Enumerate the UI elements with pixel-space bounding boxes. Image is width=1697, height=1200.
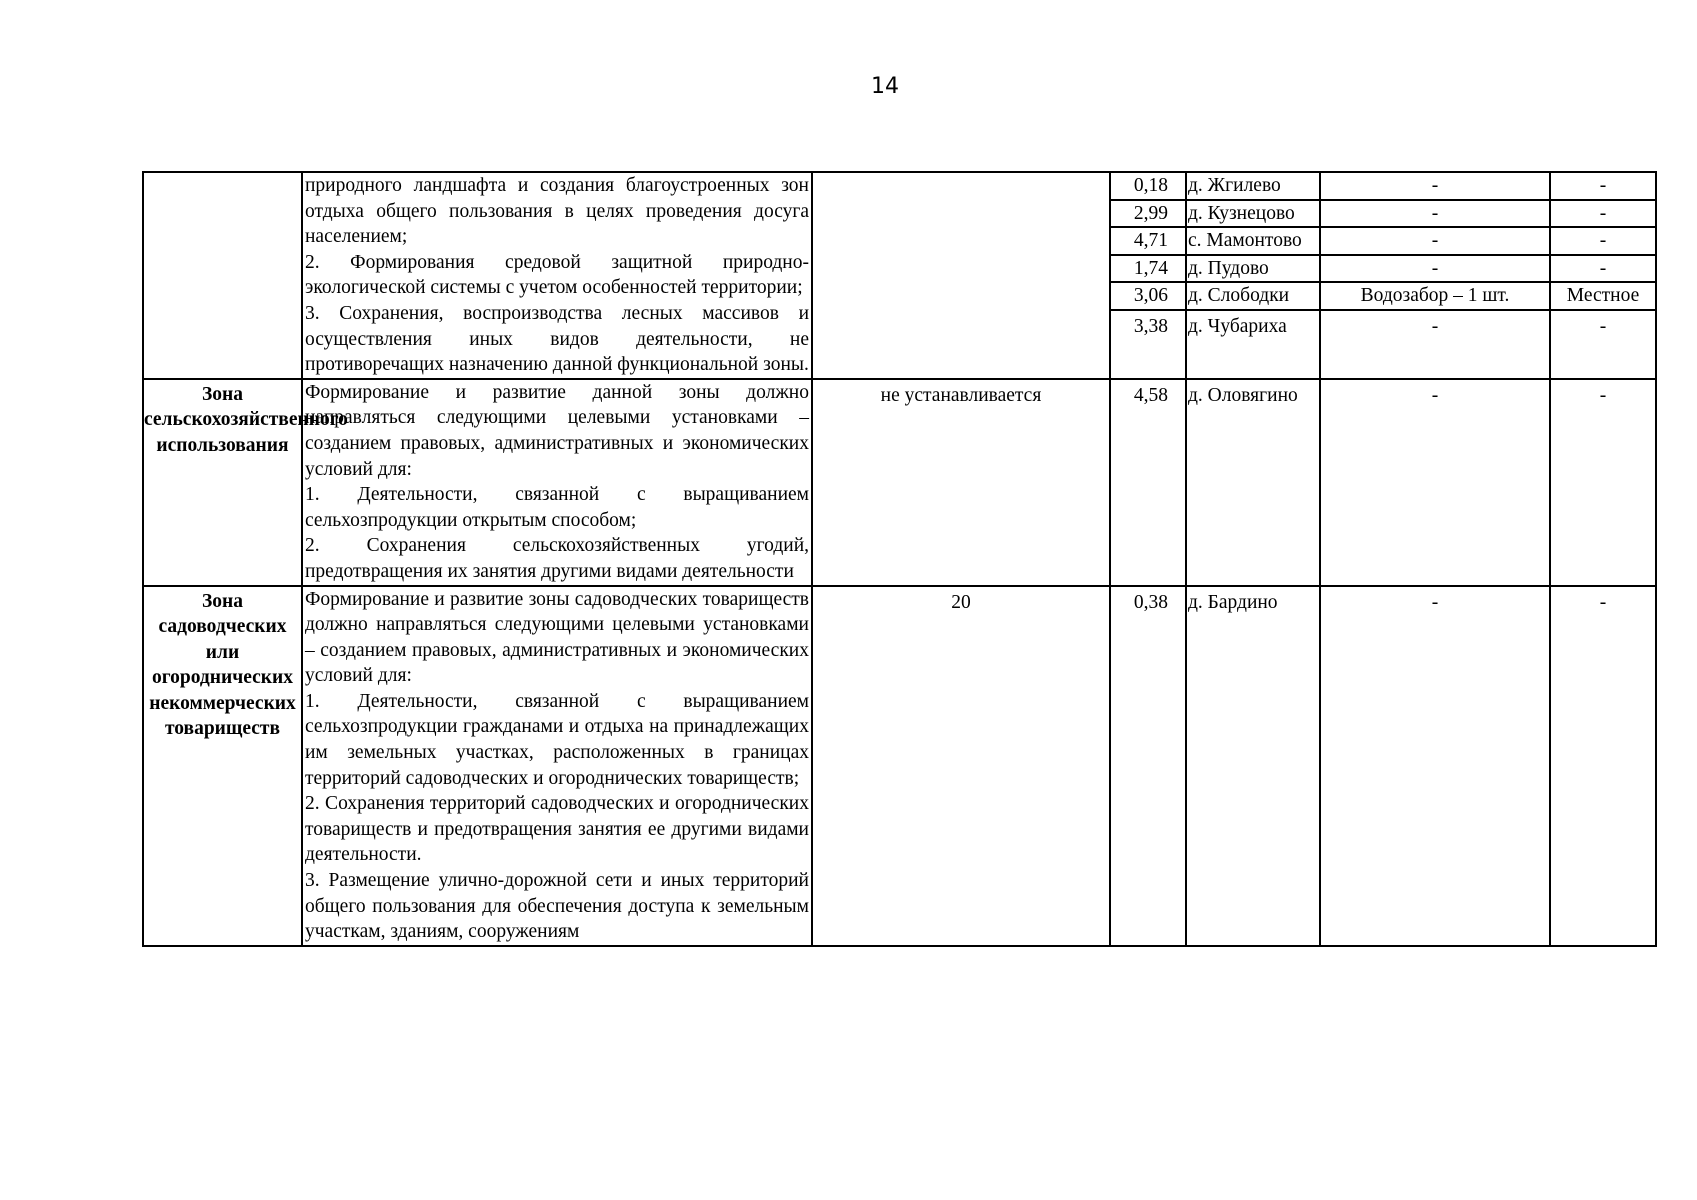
settlement-cell: д. Слободки [1186,282,1320,310]
parameter-cell [812,172,1110,379]
page-number: 14 [871,74,899,99]
object-cell: - [1320,255,1550,283]
table-row [143,586,1656,946]
area-cell: 0,18 [1110,172,1186,200]
parameter-cell: 20 [812,586,1110,946]
zone-name-cell: Зона сельскохозяйственного использования [143,379,302,586]
object-cell: - [1320,172,1550,200]
area-cell: 3,06 [1110,282,1186,310]
description-paragraph: 3. Сохранения, воспроизводства лесных массивов и осуществления иных видов деятельности, не противоречащих назначению данной функциональной зоны. [305,302,809,376]
zone-description-cell [302,586,812,946]
description-paragraph: 1. Деятельности, связанной с выращиванием сельхозпродукции открытым способом; [305,484,809,531]
table-row [143,379,1656,586]
settlement-cell: д. Жгилево [1186,172,1320,200]
significance-cell: - [1550,172,1656,200]
zone-description-cell [302,172,812,379]
area-cell: 4,58 [1110,379,1186,586]
object-cell: - [1320,200,1550,228]
area-cell: 1,74 [1110,255,1186,283]
significance-cell: - [1550,586,1656,946]
area-cell: 4,71 [1110,227,1186,255]
significance-cell: - [1550,200,1656,228]
settlement-cell: д. Бардино [1186,586,1320,946]
zone-name-cell [143,172,302,379]
settlement-cell: д. Кузнецово [1186,200,1320,228]
significance-cell: Местное [1550,282,1656,310]
settlement-cell: д. Чубариха [1186,310,1320,379]
description-paragraph: 3. Размещение улично-дорожной сети и иных территорий общего пользования для обеспечения доступа к земельным участкам, зданиям, сооружениям [305,870,809,943]
settlement-cell: д. Пудово [1186,255,1320,283]
zones-table [142,171,1657,947]
zone-name-cell: Зона садоводческих или огороднических некоммерческих товариществ [143,586,302,946]
description-paragraph: 2. Сохранения сельскохозяйственных угодий, предотвращения их занятия другими видами деятельности [305,535,809,582]
description-paragraph: Формирование и развитие данной зоны должно направляться следующими целевыми установками – созданием правовых, административных и экономических условий для: [305,381,809,480]
significance-cell: - [1550,310,1656,379]
description-paragraph: 2. Формирования средовой защитной природно-экологической системы с учетом особенностей территории; [305,251,809,299]
settlement-cell: с. Мамонтово [1186,227,1320,255]
object-cell: - [1320,227,1550,255]
area-cell: 0,38 [1110,586,1186,946]
zone-description-cell [302,379,812,586]
area-cell: 2,99 [1110,200,1186,228]
area-cell: 3,38 [1110,310,1186,379]
description-paragraph: 2. Сохранения территорий садоводческих и огороднических товариществ и предотвращения занятия ее другими видами деятельности. [305,793,809,866]
object-cell: Водозабор – 1 шт. [1320,282,1550,310]
settlement-cell: д. Оловягино [1186,379,1320,586]
parameter-cell: не устанавливается [812,379,1110,586]
description-paragraph: Формирование и развитие зоны садоводческих товариществ должно направляться следующими целевыми установками – созданием правовых, административных и экономических условий для: [305,588,809,687]
description-paragraph: природного ландшафта и создания благоустроенных зон отдыха общего пользования в целях проведения досуга населением; [305,175,809,248]
object-cell: - [1320,310,1550,379]
table-row [143,172,1656,200]
object-cell: - [1320,379,1550,586]
significance-cell: - [1550,379,1656,586]
significance-cell: - [1550,255,1656,283]
object-cell: - [1320,586,1550,946]
significance-cell: - [1550,227,1656,255]
description-paragraph: 1. Деятельности, связанной с выращиванием сельхозпродукции гражданами и отдыха на принадлежащих им земельных участках, расположенных в границах территорий садоводческих и огороднических товариществ; [305,690,809,789]
